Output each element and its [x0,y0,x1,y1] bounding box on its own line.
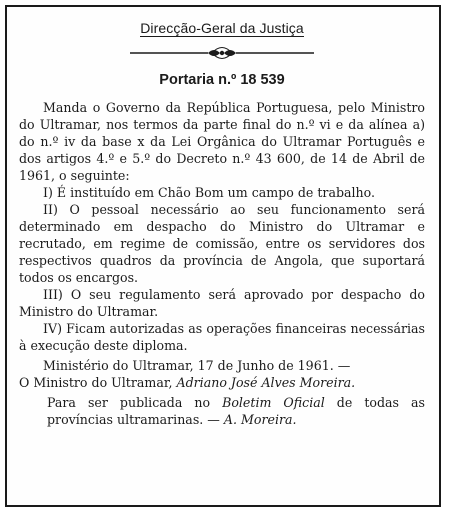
ornament-divider [19,43,425,63]
ornament-divider-icon [122,43,322,63]
article-2: II) O pessoal necessário ao seu funcionamento será determinado em despacho do Ministro do Ultramar e recrutado, em regime de comissão, entre os servidores dos respectivos quadros da província de Angola, que suportará todos os encargos. [19,202,425,285]
publication-signature: A. Moreira. [223,412,297,427]
section-heading [19,17,425,39]
article-3: III) O seu regulamento será aprovado por despacho do Ministro do Ultramar. [19,287,425,319]
minister-prefix: O Ministro do Ultramar, [19,375,177,390]
article-4: IV) Ficam autorizadas as operações financeiras necessárias à execução deste diploma. [19,321,425,353]
publication-prefix: Para ser publicada no [47,395,223,410]
preamble-paragraph: Manda o Governo da República Portuguesa, pelo Ministro do Ultramar, nos termos da parte final do n.º vi e da alínea a) do n.º iv da base x da Lei Orgânica do Ultramar Português e dos artigos 4.º e 5.º do Decreto n.º 43 600, de 14 de Abril de 1961, o seguinte: [19,100,425,183]
publication-suffix: de todas as províncias ultramarinas. — [47,395,425,427]
minister-signature-line [19,374,425,391]
document-body [19,17,425,428]
article-1: I) É instituído em Chão Bom um campo de trabalho. [43,185,376,200]
minister-name: Adriano José Alves Moreira. [176,375,356,390]
publication-note [19,394,425,428]
section-heading-text: Direcção-Geral da Justiça [140,20,304,36]
date-line: Ministério do Ultramar, 17 de Junho de 1961. — [43,358,351,373]
publication-journal: Boletim Oficial [222,395,325,410]
document-frame [5,5,441,507]
document-title: Portaria n.º 18 539 [159,72,285,88]
